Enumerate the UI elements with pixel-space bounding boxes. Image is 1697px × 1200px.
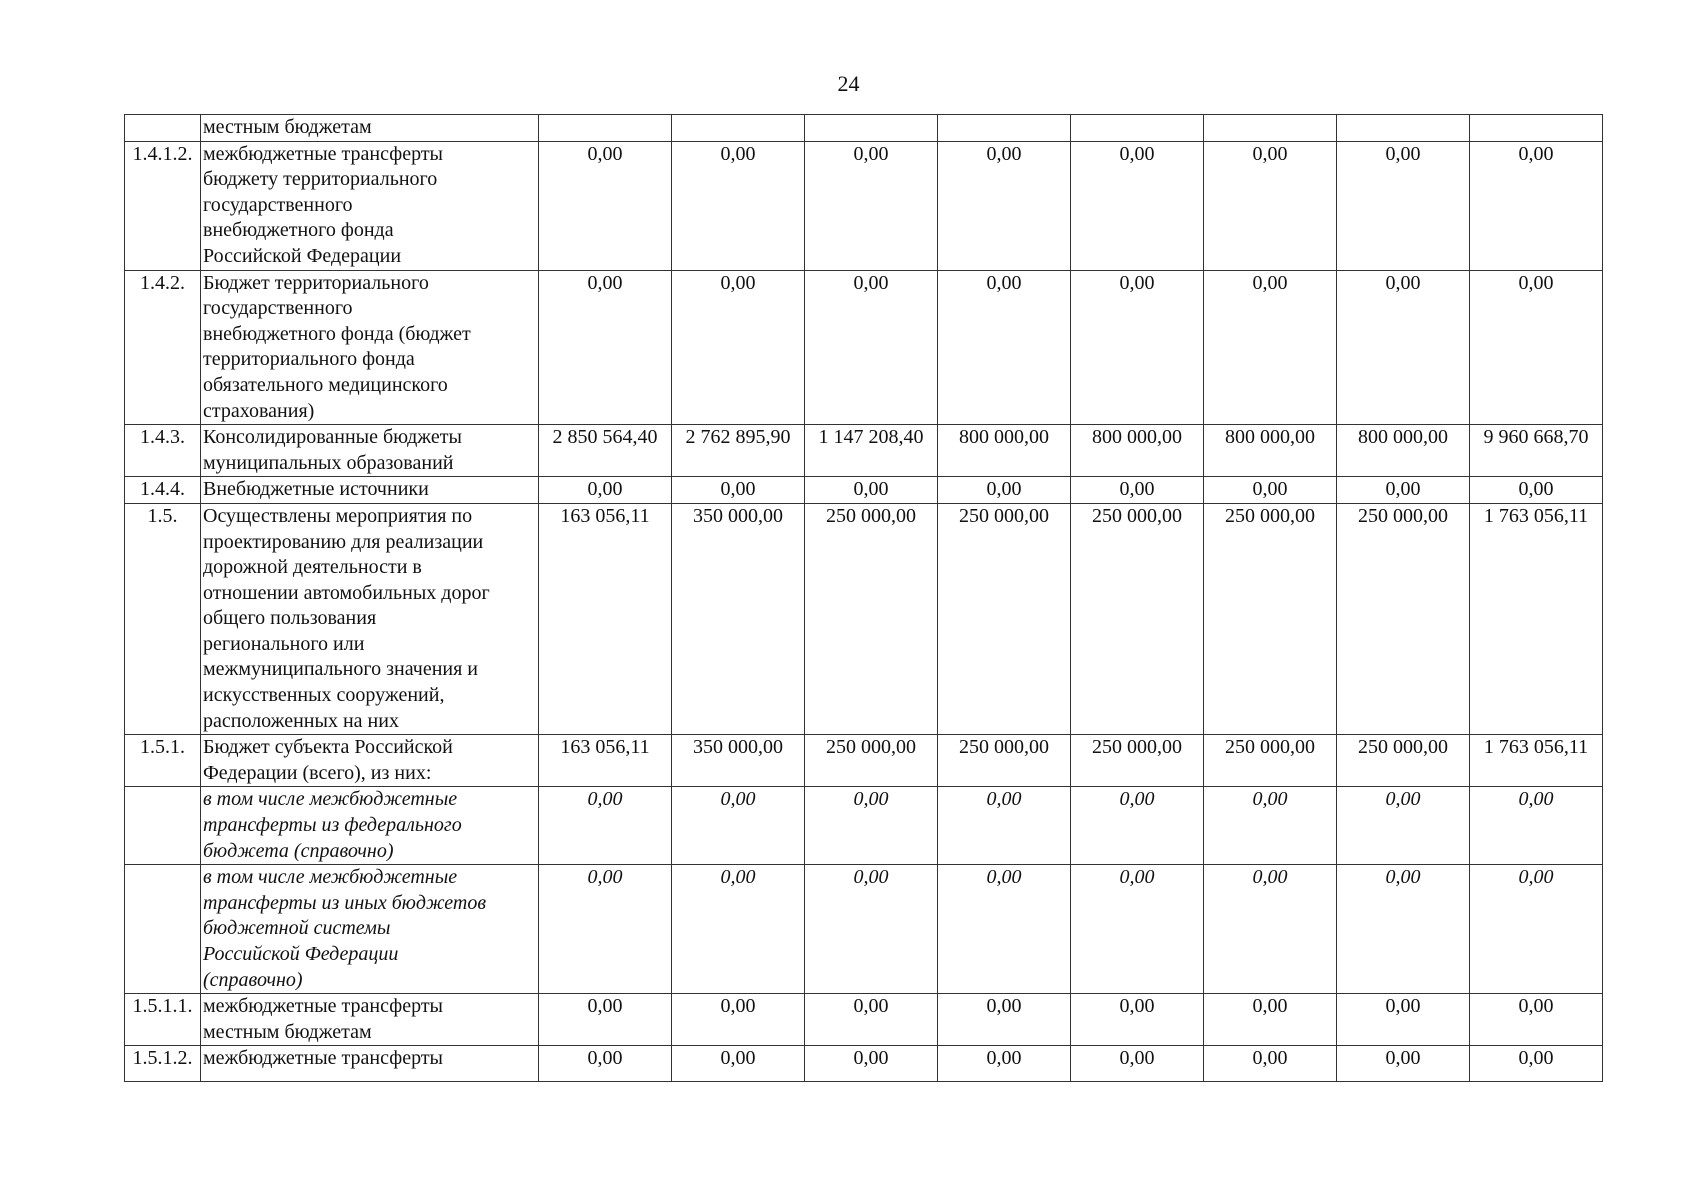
description-line: Внебюджетные источники [203, 478, 429, 501]
description-line: отношении автомобильных дорог [203, 581, 490, 604]
value-cell [1337, 115, 1470, 142]
description-line: государственного [203, 297, 353, 320]
value-cell: 0,00 [1204, 1046, 1337, 1082]
value-cell: 0,00 [672, 270, 805, 425]
value-cell: 0,00 [805, 994, 938, 1046]
description-line: местным бюджетам [203, 116, 372, 138]
row-description [201, 1046, 539, 1082]
description-line: проектированию для реализации [203, 530, 484, 553]
value-cell: 250 000,00 [805, 735, 938, 787]
value-cell: 0,00 [1337, 477, 1470, 504]
value-cell: 0,00 [1470, 477, 1603, 504]
value-cell: 250 000,00 [1071, 735, 1204, 787]
row-number [125, 865, 201, 994]
table-row [125, 735, 1603, 787]
row-number: 1.4.4. [125, 477, 201, 504]
value-cell: 0,00 [672, 1046, 805, 1082]
value-cell: 1 763 056,11 [1470, 735, 1603, 787]
value-cell: 0,00 [805, 787, 938, 865]
value-cell: 0,00 [672, 477, 805, 504]
value-cell: 0,00 [1071, 994, 1204, 1046]
value-cell: 0,00 [805, 1046, 938, 1082]
value-cell: 0,00 [1337, 994, 1470, 1046]
value-cell: 0,00 [1204, 787, 1337, 865]
row-number: 1.5. [125, 503, 201, 734]
value-cell: 250 000,00 [938, 735, 1071, 787]
table-row [125, 1046, 1603, 1082]
value-cell: 0,00 [1071, 787, 1204, 865]
row-number [125, 115, 201, 142]
row-number: 1.5.1.1. [125, 994, 201, 1046]
description-line: межмуниципального значения и [203, 658, 479, 681]
value-cell: 250 000,00 [1204, 503, 1337, 734]
value-cell: 0,00 [672, 865, 805, 994]
value-cell: 0,00 [1071, 865, 1204, 994]
description-line: дорожной деятельности в [203, 556, 422, 579]
value-cell: 0,00 [672, 994, 805, 1046]
value-cell: 0,00 [938, 270, 1071, 425]
row-number: 1.5.1.2. [125, 1046, 201, 1082]
value-cell: 0,00 [1204, 141, 1337, 270]
value-cell: 0,00 [672, 787, 805, 865]
page-number: 24 [837, 71, 860, 96]
value-cell: 0,00 [805, 270, 938, 425]
value-cell: 0,00 [1204, 865, 1337, 994]
description-line: трансферты из иных бюджетов [203, 891, 487, 914]
value-cell: 0,00 [1204, 994, 1337, 1046]
row-number: 1.4.2. [125, 270, 201, 425]
description-line: местным бюджетам [203, 1020, 372, 1043]
value-cell: 800 000,00 [1337, 425, 1470, 477]
row-description [201, 503, 539, 734]
value-cell: 0,00 [1337, 1046, 1470, 1082]
description-line: регионального или [203, 632, 365, 655]
value-cell: 163 056,11 [539, 503, 672, 734]
budget-table [124, 114, 1603, 1082]
description-line: Консолидированные бюджеты [203, 426, 462, 449]
row-description [201, 115, 539, 142]
row-description [201, 787, 539, 865]
value-cell: 0,00 [1071, 1046, 1204, 1082]
row-description [201, 865, 539, 994]
table-row [125, 425, 1603, 477]
row-number: 1.4.3. [125, 425, 201, 477]
row-description [201, 141, 539, 270]
value-cell: 0,00 [539, 141, 672, 270]
value-cell: 1 763 056,11 [1470, 503, 1603, 734]
description-line: обязательного медицинского [203, 373, 448, 396]
table-row [125, 865, 1603, 994]
value-cell [672, 115, 805, 142]
value-cell: 0,00 [672, 141, 805, 270]
table-row [125, 503, 1603, 734]
value-cell: 0,00 [1337, 865, 1470, 994]
value-cell: 0,00 [805, 865, 938, 994]
row-description [201, 425, 539, 477]
value-cell: 0,00 [1470, 865, 1603, 994]
row-number [125, 787, 201, 865]
row-description [201, 994, 539, 1046]
table-row [125, 994, 1603, 1046]
value-cell: 0,00 [1470, 994, 1603, 1046]
description-line: (справочно) [203, 968, 303, 991]
description-line: страхования) [203, 399, 315, 422]
description-line: Осуществлены мероприятия по [203, 504, 473, 527]
description-line: в том числе межбюджетные [203, 866, 458, 889]
value-cell [1470, 115, 1603, 142]
value-cell: 800 000,00 [1204, 425, 1337, 477]
value-cell: 800 000,00 [1071, 425, 1204, 477]
table-row [125, 477, 1603, 504]
description-line: бюджета (справочно) [203, 839, 394, 862]
value-cell: 0,00 [1071, 270, 1204, 425]
value-cell: 0,00 [1337, 270, 1470, 425]
description-line: бюджетной системы [203, 917, 391, 940]
row-description [201, 270, 539, 425]
value-cell: 250 000,00 [1204, 735, 1337, 787]
value-cell: 0,00 [1337, 141, 1470, 270]
value-cell: 250 000,00 [1337, 735, 1470, 787]
description-line: в том числе межбюджетные [203, 788, 458, 811]
value-cell [539, 115, 672, 142]
row-number: 1.4.1.2. [125, 141, 201, 270]
description-line: государственного [203, 193, 353, 216]
value-cell: 9 960 668,70 [1470, 425, 1603, 477]
description-line: Федерации (всего), из них: [203, 761, 432, 784]
table-row [125, 141, 1603, 270]
value-cell: 0,00 [805, 477, 938, 504]
value-cell: 0,00 [539, 1046, 672, 1082]
description-line: трансферты из федерального [203, 814, 462, 837]
value-cell: 0,00 [1071, 141, 1204, 270]
value-cell: 0,00 [938, 477, 1071, 504]
value-cell: 0,00 [1470, 1046, 1603, 1082]
value-cell: 0,00 [1470, 141, 1603, 270]
table-row [125, 115, 1603, 142]
description-line: межбюджетные трансферты [203, 142, 443, 165]
table-row [125, 270, 1603, 425]
value-cell: 0,00 [938, 1046, 1071, 1082]
value-cell: 0,00 [539, 477, 672, 504]
value-cell: 0,00 [539, 270, 672, 425]
value-cell: 0,00 [539, 865, 672, 994]
value-cell: 0,00 [1071, 477, 1204, 504]
value-cell: 0,00 [938, 865, 1071, 994]
value-cell: 0,00 [539, 787, 672, 865]
value-cell: 2 762 895,90 [672, 425, 805, 477]
description-line: межбюджетные трансферты [203, 1047, 443, 1070]
value-cell: 0,00 [1204, 477, 1337, 504]
value-cell: 0,00 [539, 994, 672, 1046]
value-cell: 2 850 564,40 [539, 425, 672, 477]
value-cell: 0,00 [938, 787, 1071, 865]
value-cell: 250 000,00 [1071, 503, 1204, 734]
value-cell [805, 115, 938, 142]
value-cell: 350 000,00 [672, 503, 805, 734]
value-cell: 0,00 [1470, 270, 1603, 425]
value-cell: 0,00 [938, 994, 1071, 1046]
description-line: бюджету территориального [203, 168, 438, 191]
row-description [201, 735, 539, 787]
value-cell: 0,00 [1337, 787, 1470, 865]
description-line: Российской Федерации [203, 943, 399, 965]
value-cell [1071, 115, 1204, 142]
description-line: Бюджет территориального [203, 271, 429, 294]
value-cell: 250 000,00 [938, 503, 1071, 734]
value-cell: 163 056,11 [539, 735, 672, 787]
description-line: Российской Федерации [203, 244, 402, 267]
description-line: искусственных сооружений, [203, 684, 445, 707]
description-line: Бюджет субъекта Российской [203, 736, 453, 759]
description-line: межбюджетные трансферты [203, 995, 443, 1018]
description-line: территориального фонда [203, 348, 415, 371]
description-line: муниципальных образований [203, 451, 454, 474]
value-cell: 800 000,00 [938, 425, 1071, 477]
description-line: расположенных на них [203, 709, 399, 732]
value-cell: 1 147 208,40 [805, 425, 938, 477]
description-line: внебюджетного фонда (бюджет [203, 322, 471, 345]
value-cell: 350 000,00 [672, 735, 805, 787]
row-description [201, 477, 539, 504]
value-cell: 0,00 [1470, 787, 1603, 865]
value-cell: 250 000,00 [805, 503, 938, 734]
description-line: внебюджетного фонда [203, 219, 394, 242]
row-number: 1.5.1. [125, 735, 201, 787]
value-cell: 0,00 [1204, 270, 1337, 425]
table-row [125, 787, 1603, 865]
description-line: общего пользования [203, 607, 377, 630]
value-cell: 250 000,00 [1337, 503, 1470, 734]
value-cell: 0,00 [805, 141, 938, 270]
value-cell [1204, 115, 1337, 142]
value-cell [938, 115, 1071, 142]
value-cell: 0,00 [938, 141, 1071, 270]
